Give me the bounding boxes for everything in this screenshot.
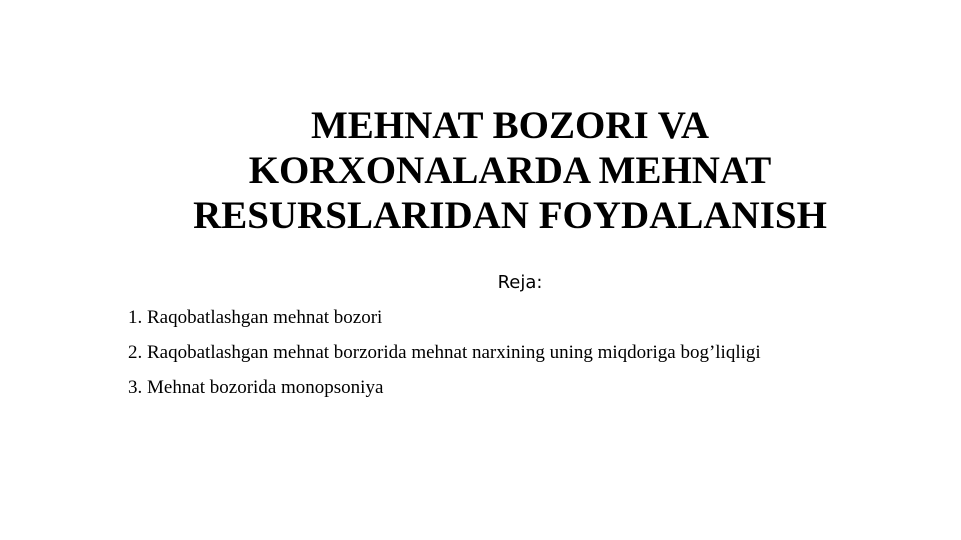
title-line: RESURSLARIDAN FOYDALANISH [193, 194, 827, 237]
plan-item: 2. Raqobatlashgan mehnat borzorida mehnat narxining uning miqdoriga bog’liqligi [128, 342, 761, 363]
plan-item: 1. Raqobatlashgan mehnat bozori [128, 307, 383, 328]
title-line: MEHNAT BOZORI VA [310, 104, 710, 147]
plan-item: 3. Mehnat bozorida monopsoniya [128, 377, 384, 398]
plan-heading: Reja: [497, 272, 543, 293]
title-line: KORXONALARDA MEHNAT [248, 149, 772, 192]
slide-title [120, 103, 900, 238]
plan-list [128, 305, 928, 410]
